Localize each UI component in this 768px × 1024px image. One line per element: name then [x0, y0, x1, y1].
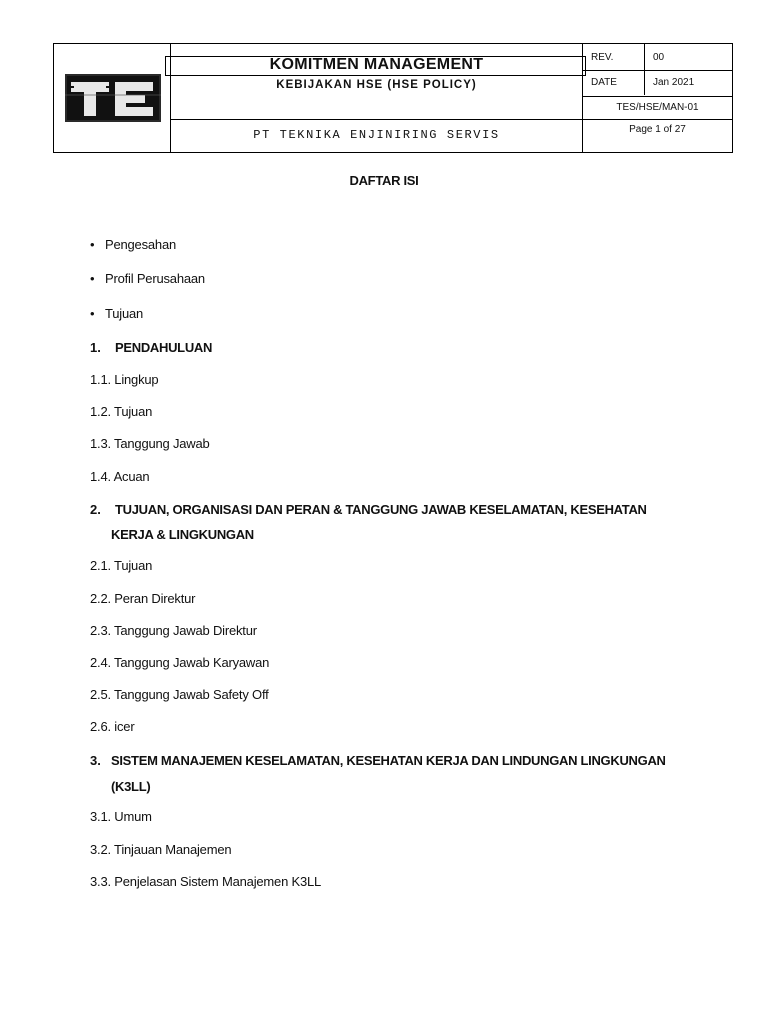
- section-heading-cont[interactable]: (K3LL): [111, 779, 151, 794]
- document-title: KOMITMEN MANAGEMENT: [269, 56, 484, 73]
- toc-item[interactable]: 2.6. icer: [90, 719, 135, 734]
- toc-item[interactable]: 3.1. Umum: [90, 809, 152, 824]
- toc-item[interactable]: 1.2. Tujuan: [90, 404, 153, 419]
- page-number: Page 1 of 27: [629, 124, 686, 135]
- toc-item[interactable]: 2.4. Tanggung Jawab Karyawan: [90, 655, 270, 670]
- bullet-icon: •: [90, 271, 95, 286]
- rev-label: REV.: [591, 52, 614, 63]
- te-logo-icon: [65, 74, 161, 122]
- date-label: DATE: [591, 77, 617, 88]
- toc-title: DAFTAR ISI: [349, 173, 419, 188]
- toc-item[interactable]: 3.3. Penjelasan Sistem Manajemen K3LL: [90, 874, 322, 889]
- section-number: 2.: [90, 502, 101, 517]
- document-header: [53, 43, 733, 153]
- section-heading[interactable]: PENDAHULUAN: [115, 340, 213, 355]
- bullet-icon: •: [90, 306, 95, 321]
- document-code: TES/HSE/MAN-01: [616, 102, 699, 113]
- section-number: 1.: [90, 340, 101, 355]
- section-heading[interactable]: TUJUAN, ORGANISASI DAN PERAN & TANGGUNG JAWAB KESELAMATAN, KESEHATAN: [115, 502, 647, 517]
- toc-item[interactable]: 2.2. Peran Direktur: [90, 591, 196, 606]
- rev-value: 00: [653, 52, 665, 63]
- toc-item[interactable]: Profil Perusahaan: [105, 271, 205, 286]
- toc-item[interactable]: 2.1. Tujuan: [90, 558, 153, 573]
- toc-item[interactable]: 2.5. Tanggung Jawab Safety Off: [90, 687, 269, 702]
- header-divider: [582, 96, 733, 97]
- toc-item[interactable]: 1.3. Tanggung Jawab: [90, 436, 210, 451]
- company-name: PT TEKNIKA ENJINIRING SERVIS: [253, 128, 500, 142]
- header-divider: [170, 119, 733, 120]
- bullet-icon: •: [90, 237, 95, 252]
- toc-item[interactable]: Tujuan: [105, 306, 144, 321]
- toc-item[interactable]: 1.4. Acuan: [90, 469, 150, 484]
- document-subtitle: KEBIJAKAN HSE (HSE POLICY): [276, 79, 477, 91]
- section-heading-cont[interactable]: KERJA & LINGKUNGAN: [111, 527, 254, 542]
- toc-item[interactable]: 1.1. Lingkup: [90, 372, 159, 387]
- date-value: Jan 2021: [653, 77, 695, 88]
- header-divider: [582, 70, 733, 71]
- company-logo: [54, 44, 171, 152]
- toc-item[interactable]: 3.2. Tinjauan Manajemen: [90, 842, 232, 857]
- toc-item[interactable]: 2.3. Tanggung Jawab Direktur: [90, 623, 257, 638]
- section-heading[interactable]: SISTEM MANAJEMEN KESELAMATAN, KESEHATAN KERJA DAN LINDUNGAN LINGKUNGAN: [111, 753, 666, 768]
- toc-item[interactable]: Pengesahan: [105, 237, 177, 252]
- section-number: 3.: [90, 753, 101, 768]
